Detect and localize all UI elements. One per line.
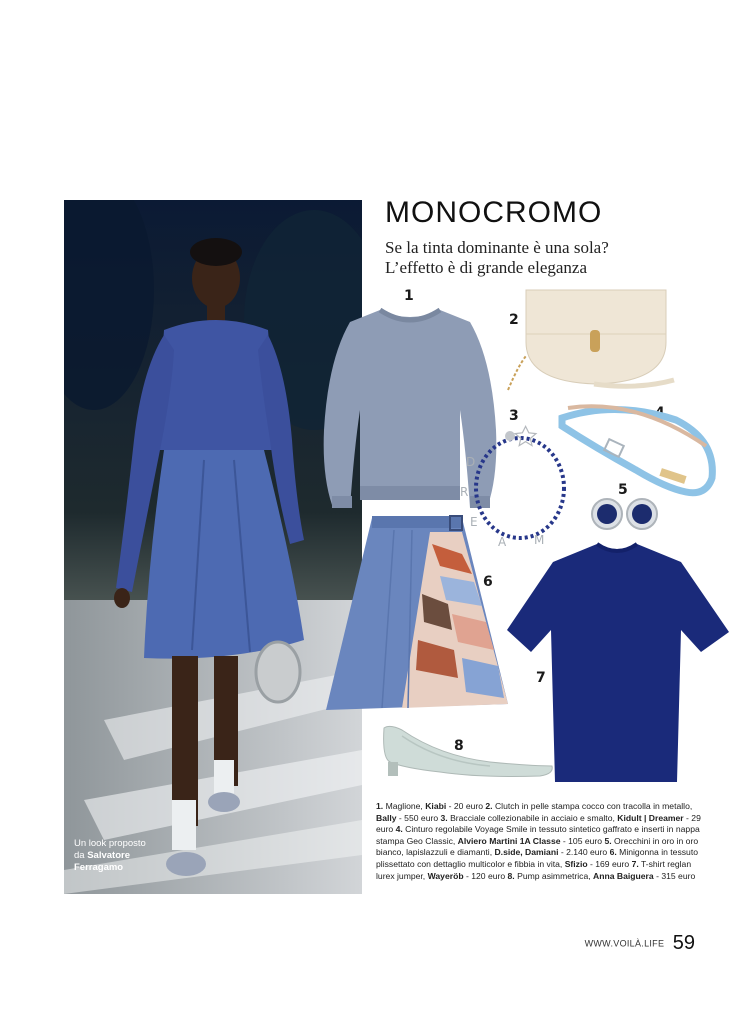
credit-item: 2. Clutch in pelle stampa cocco con tracolla in metallo, Bally - 550 euro [376, 801, 693, 823]
caption-line: Un look proposto [74, 838, 146, 849]
clutch-image [498, 286, 678, 398]
article-subtitle [385, 238, 685, 278]
pump-image [380, 722, 556, 780]
product-number: 1 [404, 288, 414, 304]
credit-item: 5. Orecchini in oro in oro bianco, lapislazzuli e diamanti, D.side, Damiani - 2.140 euro [376, 835, 699, 858]
belt-image [556, 400, 722, 500]
product-credits [376, 801, 706, 882]
bracelet-letter: E [470, 515, 478, 529]
article-title: MONOCROMO [385, 196, 603, 229]
product-number: 7 [536, 670, 546, 686]
page-footer [585, 932, 695, 955]
runway-photo [64, 200, 362, 894]
credit-item: 8. Pump asimmetrica, Anna Baiguera - 315 euro [507, 870, 696, 881]
skirt-image [322, 514, 508, 712]
credit-item: 7. T-shirt reglan lurex jumper, Wayeröb - 120 euro [376, 858, 692, 881]
product-number: 4 [655, 405, 665, 421]
page-number: 59 [672, 932, 695, 954]
bracelet-letter: D [466, 455, 476, 469]
product-number: 2 [509, 312, 519, 328]
earrings-image [590, 494, 660, 534]
footer-url[interactable]: WWW.VOILÀ.LIFE [584, 938, 665, 949]
product-number: 8 [454, 738, 464, 754]
subtitle-line: Se la tinta dominante è una sola? [385, 238, 609, 257]
product-number: 6 [483, 574, 493, 590]
credit-item: 4. Cinturo regolabile Voyage Smile in tessuto sintetico gaffrato e inserti in nappa stampa Geo Classic, Alviero Martini 1A Classe - 105 euro [376, 824, 700, 846]
bracelet-letter: M [534, 533, 545, 547]
bracelet-letter: R [460, 485, 469, 499]
credit-item: 1. Maglione, Kiabi - 20 euro [376, 801, 486, 811]
product-number: 5 [618, 482, 628, 498]
caption-line: da [74, 850, 85, 861]
runway-photo-illustration [64, 200, 362, 894]
caption-brand: Ferragamo [74, 862, 124, 873]
credit-item: 3. Bracciale collezionabile in acciaio e smalto, Kidult | Dreamer - 29 euro [376, 812, 701, 835]
photo-caption [74, 838, 146, 874]
product-number: 3 [509, 408, 519, 424]
credit-item: 6. Minigonna in tessuto plissettato con dettaglio multicolor e fibbia in vita, Sfizio - 169 euro [376, 847, 698, 869]
bracelet-letter: A [498, 535, 507, 549]
caption-brand: Salvatore [87, 850, 130, 861]
subtitle-line: L’effetto è di grande eleganza [385, 258, 588, 277]
